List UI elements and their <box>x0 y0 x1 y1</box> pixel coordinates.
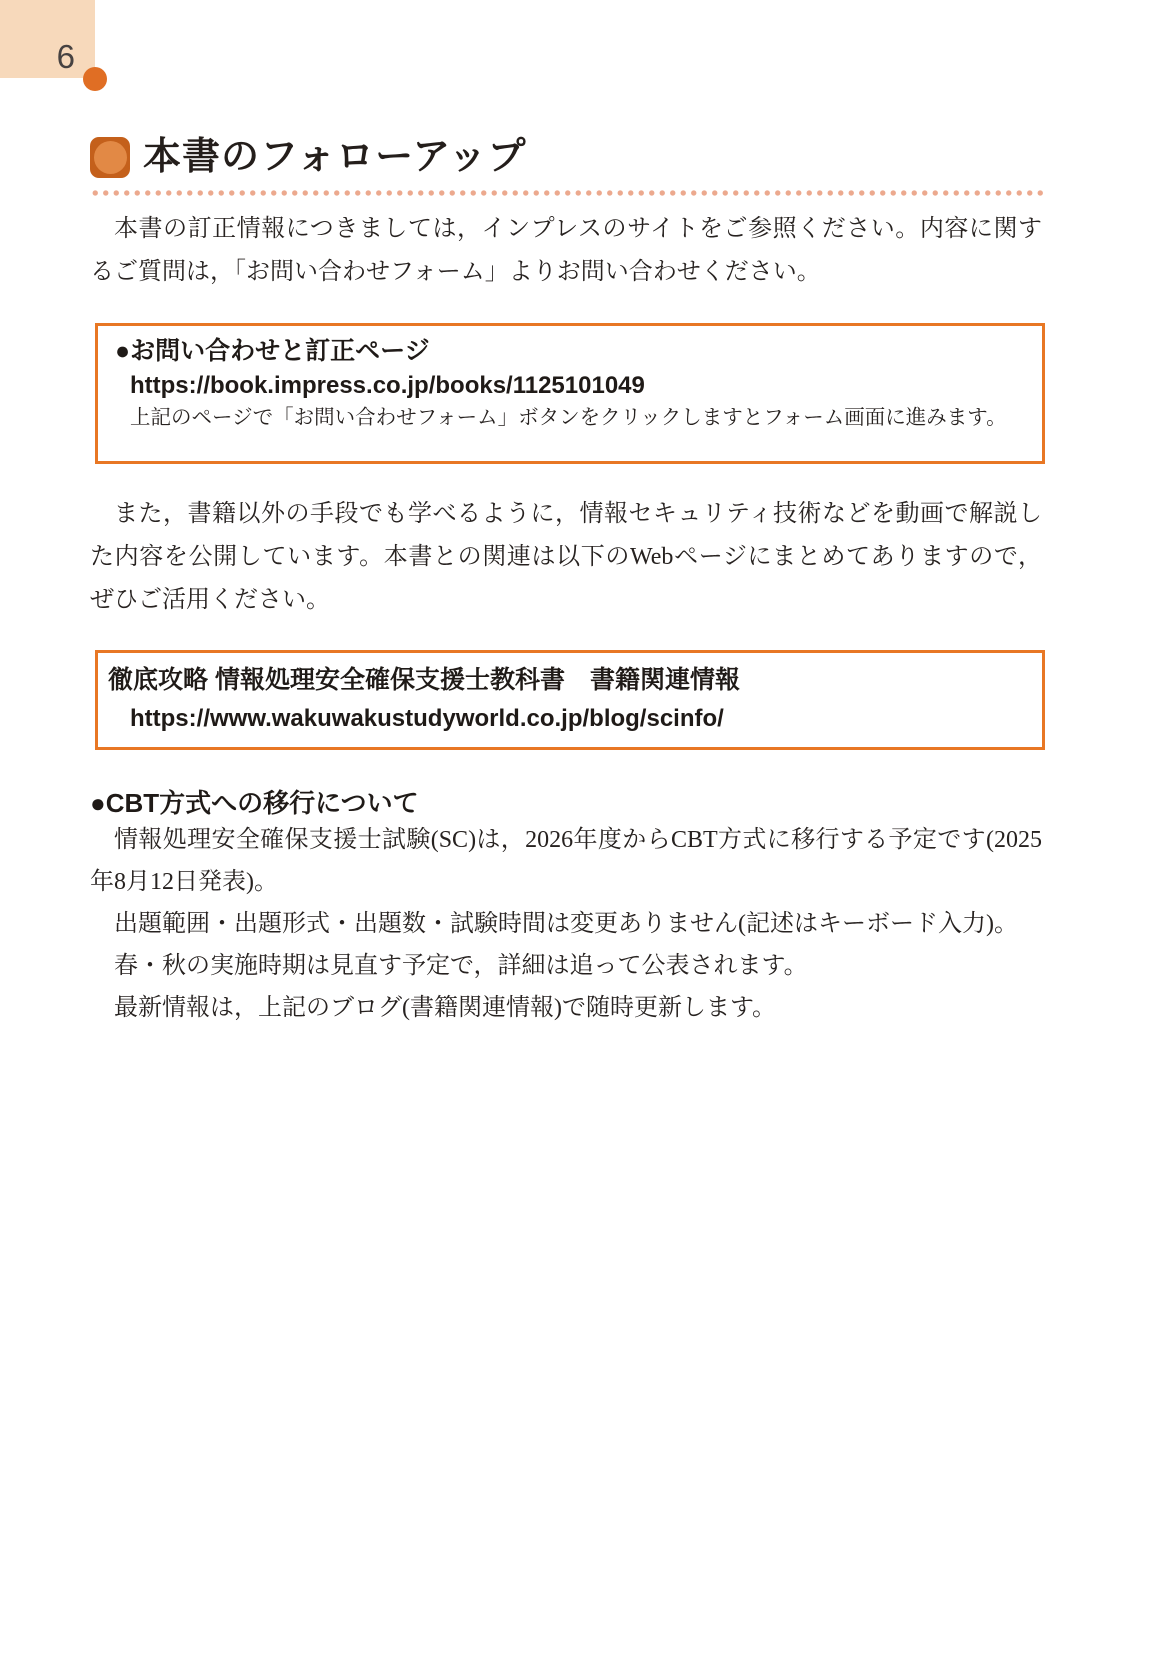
contact-box-note: 上記のページで「お問い合わせフォーム」ボタンをクリックしますとフォーム画面に進みます。 <box>130 407 1007 429</box>
cbt-paragraph-4: 最新情報は，上記のブログ(書籍関連情報)で随時更新します。 <box>114 995 777 1021</box>
section-heading <box>90 136 527 178</box>
video-info-paragraph: また，書籍以外の手段でも学べるように，情報セキュリティ技術などを動画で解説した内容を公開しています。本書との関連は以下のWebページにまとめてありますので，ぜひご活用ください。 <box>90 501 1042 613</box>
intro-paragraph: 本書の訂正情報につきましては，インプレスのサイトをご参照ください。内容に関するご質問は，「お問い合わせフォーム」よりお問い合わせください。 <box>90 216 1042 285</box>
page-number: 6 <box>56 38 75 75</box>
cbt-paragraph-1: 情報処理安全確保支援士試験(SC)は，2026年度からCBT方式に移行する予定です(2025年8月12日発表)。 <box>90 827 1042 895</box>
section-marker-icon <box>90 137 130 178</box>
cbt-section-heading: ●CBT方式への移行について <box>90 788 419 818</box>
page-title: 本書のフォローアップ <box>143 136 527 178</box>
cbt-paragraph-3: 春・秋の実施時期は見直す予定で，詳細は追って公表されます。 <box>114 953 808 979</box>
contact-box <box>95 323 1045 464</box>
page-corner-dot-icon <box>83 67 107 91</box>
contact-box-title: ●お問い合わせと訂正ページ <box>115 337 430 365</box>
cbt-section-body <box>90 819 1042 1029</box>
related-info-box <box>95 650 1045 750</box>
related-box-url[interactable]: https://www.wakuwakustudyworld.co.jp/blog/scinfo/ <box>130 705 724 732</box>
page-number-tab <box>0 0 95 78</box>
cbt-paragraph-2: 出題範囲・出題形式・出題数・試験時間は変更ありません(記述はキーボード入力)。 <box>114 911 1018 937</box>
related-box-title: 徹底攻略 情報処理安全確保支援士教科書 書籍関連情報 <box>108 666 740 694</box>
section-marker-circle-icon <box>94 141 127 174</box>
contact-box-url[interactable]: https://book.impress.co.jp/books/1125101049 <box>130 372 645 399</box>
dotted-divider <box>90 190 1048 196</box>
